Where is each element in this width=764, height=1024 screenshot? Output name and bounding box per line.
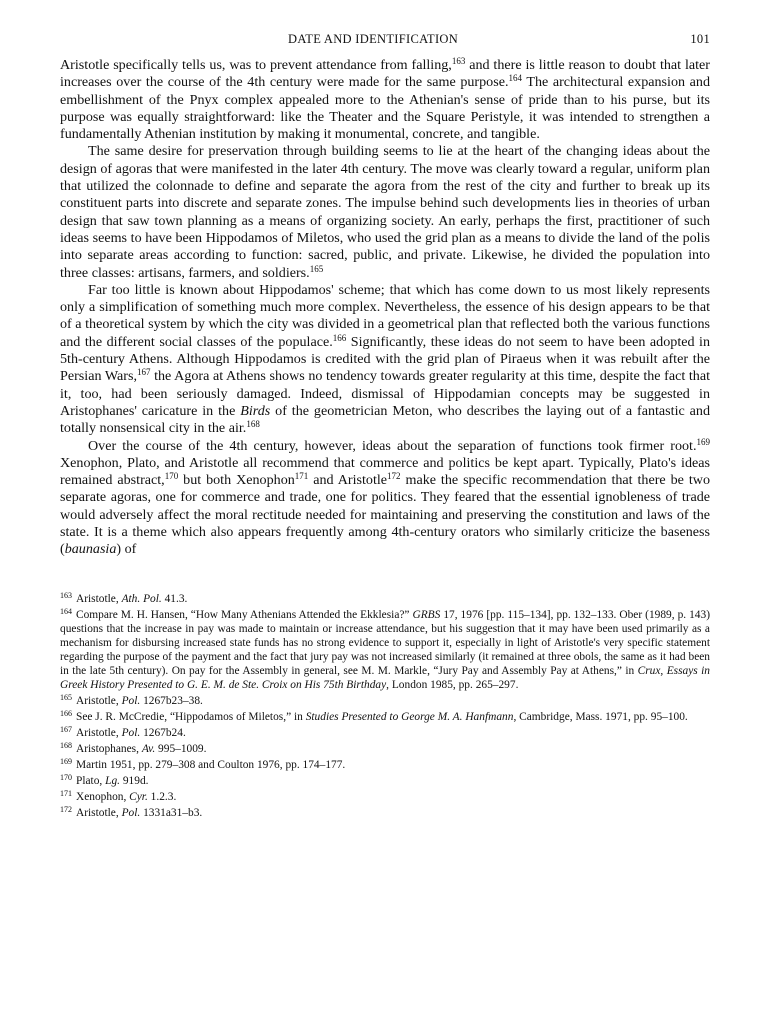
footnote-163: $^{163}$ Aristotle, Ath. Pol. 41.3.: [60, 590, 188, 605]
page-number: 101: [690, 32, 710, 46]
footnote-ref-164: 164: [508, 73, 522, 84]
footnote-ref-166: 166: [332, 332, 347, 343]
running-title: DATE AND IDENTIFICATION: [288, 32, 459, 46]
footnote-170: $^{170}$ Plato, Lg. 919d.: [60, 772, 149, 787]
footnote-ref-169: 169: [696, 436, 710, 447]
paragraph-4: Over the course of the 4th century, however, ideas about the separation of functions took firmer root.$^{169}$ Xenophon, Plato, and Aristotle all recommend that commerce and politics be kept apart. Typically, Plato's ideas remained abstract,$^{170}$ but both Xenophon$^{171}$ and Aristotle$^{172}$ make the specific recommendation that there be two separate agoras, one for commerce and trade, one for politics. They feared that the essential ignobleness of trade would adversely affect the moral rectitude needed for maintaining and preserving the constitution and laws of the state. It is a theme which also appears frequently among 4th-century orators who similarly criticize the baseness (baunasia) of: [60, 436, 710, 558]
paragraph-3: Far too little is known about Hippodamos' scheme; that which has come down to us most likely represents only a simplification of something much more complex. Nevertheless, the essence of his design appears to be that of a theoretical system by which the city was divided in a geometrical plan that reflected both the various functions and the different social classes of the populace.$^{166}$ Significantly, these ideas do not seem to have been adopted in 5th-century Athens. Although Hippodamos is credited with the grid plan of Piraeus when it was rebuilt after the Persian Wars,$^{167}$ the Agora at Athens shows no tendency towards greater regularity at this time, despite the fact that it, too, had been seriously damaged. Indeed, dismissal of Hippodamian concepts may be suggested in Aristophanes' caricature in the Birds of the geometrician Meton, who describes the laying out of a fantastic and totally nonsensical city in the air.$^{168}$: [60, 281, 711, 437]
book-page: [60, 32, 710, 822]
footnote-ref-163: 163: [451, 56, 466, 66]
italic-term: baunasia: [64, 541, 117, 558]
paragraph-2: The same desire for preservation through building seems to lie at the heart of the changing ideas about the design of agoras that were manifested in the later 4th century. The move was clearly toward a regular, uniform plan that utilized the colonnade to define and separate the agora from the rest of the city and further to break up its constituent parts into discrete and separate zones. The impulse behind such developments lies in theories of urban design that saw town planning as a means of organizing society. An early, perhaps the first, practitioner of such ideas seems to have been Hippodamos of Miletos, who used the grid plan as a means to divide the land of the polis into separate areas according to function: sacred, public, and private. Likewise, he divided the population into three classes: artisans, farmers, and soldiers.$^{165}$: [60, 143, 710, 281]
footnote-169: $^{169}$ Martin 1951, pp. 279–308 and Coulton 1976, pp. 174–177.: [60, 756, 346, 771]
footnote-166: $^{166}$ See J. R. McCredie, “Hippodamos of Miletos,” in Studies Presented to George M. A. Hanfmann, Cambridge, Mass. 1971, pp. 95–100.: [60, 708, 688, 723]
footnote-171: $^{171}$ Xenophon, Cyr. 1.2.3.: [60, 788, 177, 803]
footnote-167: $^{167}$ Aristotle, Pol. 1267b24.: [60, 724, 186, 739]
paragraph-1: Aristotle specifically tells us, was to prevent attendance from falling,$^{163}$ and there is little reason to doubt that later increases over the course of the 4th century were made for the same purpose.$^{164}$ The architectural expansion and embellishment of the Pnyx complex appealed more to the Athenian's sense of pride than to his purse, but its purpose was equally straightforward: like the Theater and the Square Peristyle, it was intended to strengthen a fundamentally Athenian institution by making it monumental, concrete, and tangible.: [60, 56, 710, 143]
footnote-ref-170: 170: [164, 471, 179, 482]
footnote-ref-165: 165: [309, 263, 324, 274]
footnotes: [60, 592, 710, 820]
running-header: [60, 32, 710, 47]
footnote-ref-172: 172: [387, 471, 401, 482]
footnote-168: $^{168}$ Aristophanes, Av. 995–1009.: [60, 740, 207, 755]
footnote-172: $^{172}$ Aristotle, Pol. 1331a31–b3.: [60, 804, 203, 819]
footnote-ref-171: 171: [294, 471, 309, 482]
footnote-ref-168: 168: [246, 419, 260, 430]
main-text: [60, 57, 710, 559]
footnote-165: $^{165}$ Aristotle, Pol. 1267b23–38.: [60, 692, 203, 707]
footnote-ref-167: 167: [136, 367, 151, 378]
italic-title: Birds: [240, 402, 271, 419]
footnote-164: $^{164}$ Compare M. H. Hansen, “How Many Athenians Attended the Ekklesia?” GRBS 17, 1976 [pp. 115–134], pp. 132–133. Ober (1989, p. 143) questions that the increase in pay was made to maintain or increase attendance, but his suggestion that it may have been used primarily as a mechanism for disbursing increased state funds has no strong evidence to support it, especially in light of Aristotle's very specific statement regarding the purpose of the payment and the fact that jury pay was not increased similarly (it remained at three obols, the same as it had been in the late 5th century). On pay for the Assembly in general, see M. M. Markle, “Jury Pay and Assembly Pay at Athens,” in Crux, Essays in Greek History Presented to G. E. M. de Ste. Croix on His 75th Birthday, London 1985, pp. 265–297.: [60, 606, 710, 691]
